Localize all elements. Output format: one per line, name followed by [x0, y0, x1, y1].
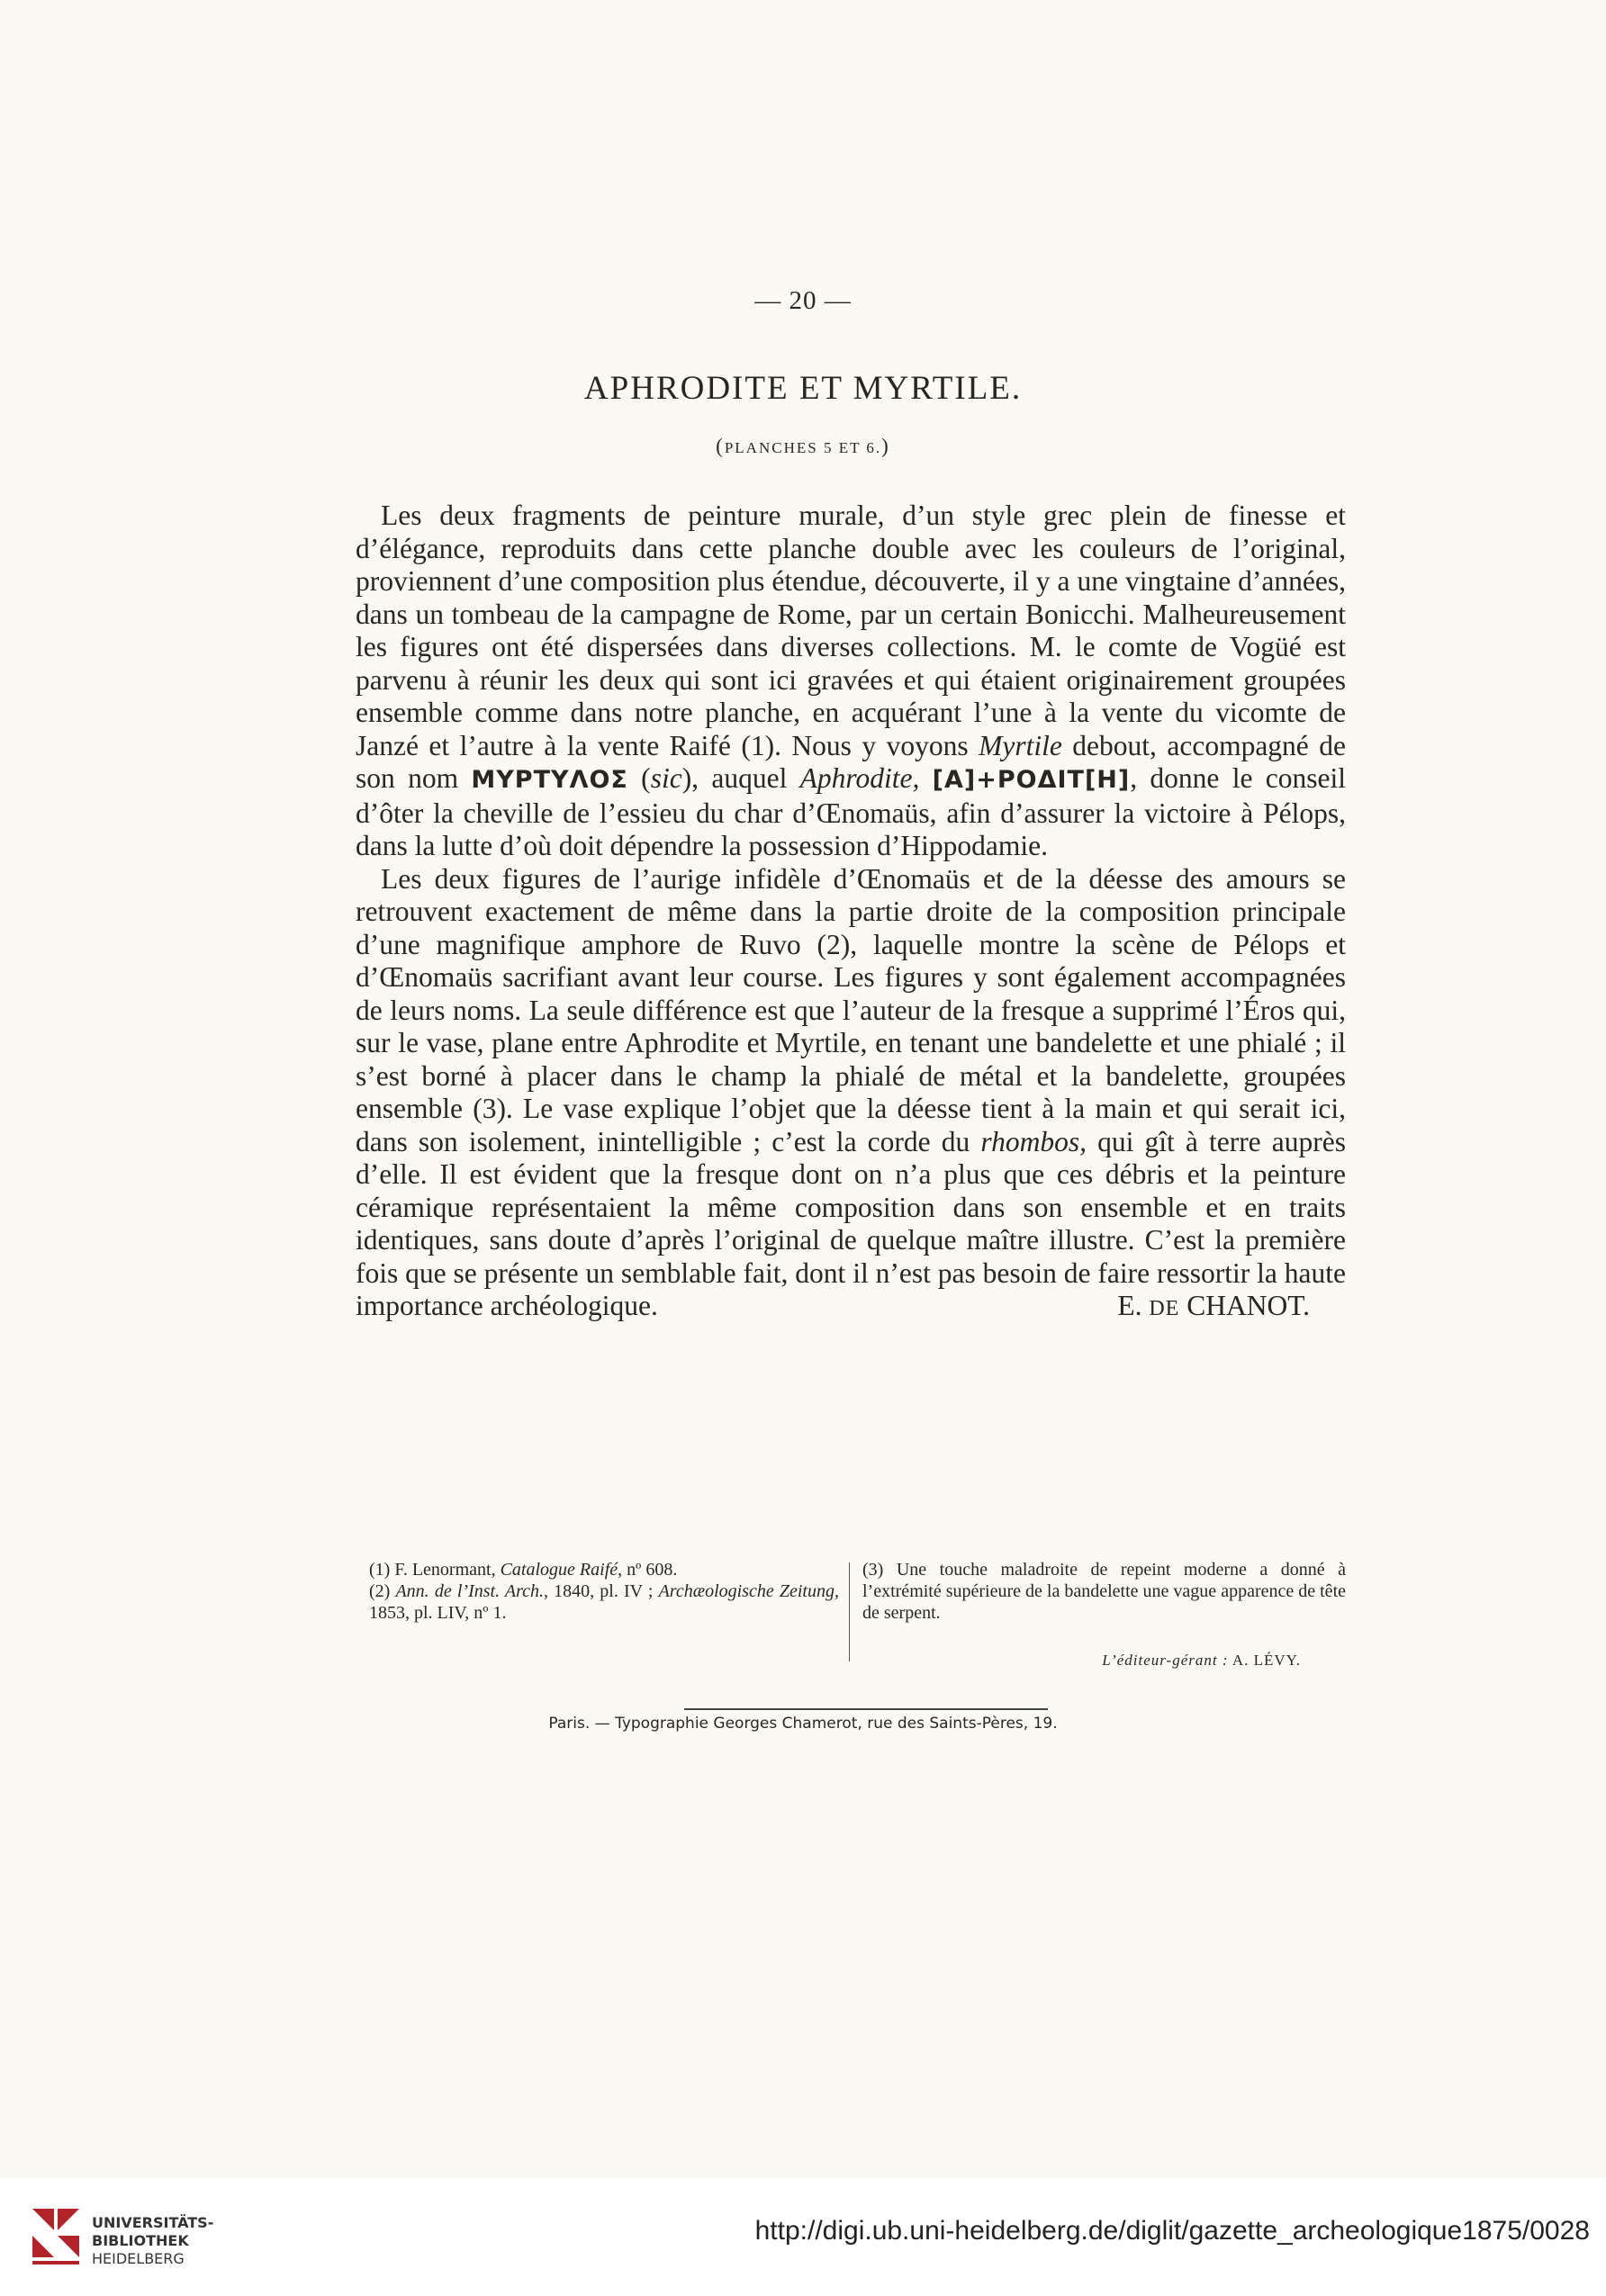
editeur-label: L’éditeur-gérant :: [1102, 1652, 1229, 1669]
source-url[interactable]: http://digi.ub.uni-heidelberg.de/diglit/gazette_archeologique1875/0028: [754, 2216, 1590, 2246]
plates-text: PLANCHES 5 ET 6.: [724, 439, 882, 456]
text-run: Les deux figures de l’aurige infidèle d’Œnomaüs et de la déesse des amours se retrouvent exactement de même dans la partie droite de la composition principale d’une magnifique amphore de Ruvo (2), laquelle montre la scène de Pélops et d’Œnomaüs sacrifiant avant leur course. Les figures y sont également accompagnées de leurs noms. La seule différence est que l’auteur de la fresque a supprimé l’Éros qui, sur le vase, plane entre Aphrodite et Myrtile, en tenant une bandelette et une phialé ; il s’est borné à placer dans le champ la phialé de métal et la bandelette, groupées ensemble (3). Le vase explique l’objet que la déesse tient à la main et qui serait ici, dans son isolement, inintelligible ; c’est la corde du: [356, 862, 1346, 1157]
text-run: (3) Une touche maladroite de repeint moderne a donné à l’extrémité supérieure de la bandelette une vague apparence de tête de serpent.: [862, 1560, 1346, 1623]
article-body: [356, 500, 1346, 1326]
italic-text: Catalogue Raifé: [500, 1560, 618, 1580]
italic-text: Archæologische Zeitung,: [658, 1581, 839, 1601]
italic-text: sic: [650, 762, 682, 794]
divider-rule: [684, 1708, 1048, 1710]
paragraph: [356, 863, 1346, 1323]
paragraph: [356, 500, 1346, 863]
text-run: , donne le conseil d’ôter la cheville de l’essieu du char d’Œnomaüs, afin d’assurer la victoire à Pélops, dans la lutte d’où doit dépendre la possession d’Hippodamie.: [356, 762, 1346, 861]
text-run: ), auquel: [681, 762, 800, 794]
plates-reference: [0, 435, 1606, 458]
italic-text: rhombos,: [980, 1125, 1087, 1157]
footnote: [369, 1559, 839, 1580]
text-run: (: [627, 762, 651, 794]
library-name: [92, 2214, 213, 2268]
footnotes-left-column: [369, 1559, 839, 1624]
library-logo-icon: [25, 2203, 86, 2270]
italic-text: Myrtile: [979, 729, 1062, 761]
signature-particle: DE: [1149, 1297, 1180, 1320]
signature-initial: E.: [1117, 1290, 1142, 1321]
footnote: [862, 1559, 1346, 1624]
digitization-footer: [0, 2178, 1606, 2296]
library-name-line: BIBLIOTHEK: [92, 2232, 189, 2249]
italic-text: Aphrodite,: [799, 762, 920, 794]
printer-imprint: Paris. — Typographie Georges Chamerot, rue des Saints-Pères, 19.: [548, 1715, 1058, 1733]
greek-inscription: ΜΥΡΤΥΛΟΣ: [471, 766, 628, 794]
italic-text: Ann. de l’Inst. Arch.: [395, 1581, 544, 1601]
footnote: [369, 1580, 839, 1624]
text-run: qui gît à terre auprès d’elle. Il est évident que la fresque dont on n’a plus que ces débris et la peinture céramique représentaient la même composition dans son ensemble et en traits identiques, sans doute d’après l’original de quelque maître illustre. C’est la première fois que se présente un semblable fait, dont il n’est pas besoin de faire ressortir la haute importance archéologique.: [356, 1125, 1347, 1321]
text-run: 1853, pl. LIV, nº 1.: [369, 1603, 507, 1623]
library-name-line: UNIVERSITÄTS-: [92, 2214, 214, 2231]
greek-inscription: [Α]+ΡΟΔΙΤ[Η]: [932, 766, 1131, 794]
text-run: , nº 608.: [618, 1560, 678, 1580]
text-run: debout, accompagné de son nom: [356, 729, 1346, 794]
text-run: , 1840, pl. IV ;: [544, 1581, 659, 1601]
page-number: — 20 —: [754, 286, 852, 315]
text-run: (1) F. Lenormant,: [369, 1560, 501, 1580]
signature-name: CHANOT.: [1186, 1290, 1310, 1321]
text-run: [919, 762, 932, 794]
library-name-line: HEIDELBERG: [92, 2250, 185, 2267]
footnotes-right-column: [862, 1559, 1346, 1624]
article-title: APHRODITE ET MYRTILE.: [583, 370, 1023, 407]
publisher-credit: [900, 1652, 1301, 1670]
editeur-name: A. LÉVY.: [1232, 1652, 1301, 1669]
text-run: (2): [369, 1581, 396, 1601]
text-run: Les deux fragments de peinture murale, d’un style grec plein de finesse et d’élégance, reproduits dans cette planche double avec les couleurs de l’original, proviennent d’une composition plus étendue, découverte, il y a une vingtaine d’années, dans un tombeau de la campagne de Rome, par un certain Bonicchi. Malheureusement les figures ont été dispersées dans diverses collections. M. le comte de Vogüé est parvenu à réunir les deux qui sont ici gravées et qui étaient originairement groupées ensemble comme dans notre planche, en acquérant l’une à la vente du vicomte de Janzé et l’autre à la vente Raifé (1). Nous y voyons: [356, 500, 1346, 761]
column-divider: [849, 1562, 850, 1661]
plates-close: ): [881, 435, 890, 457]
plates-open: (: [716, 435, 725, 457]
